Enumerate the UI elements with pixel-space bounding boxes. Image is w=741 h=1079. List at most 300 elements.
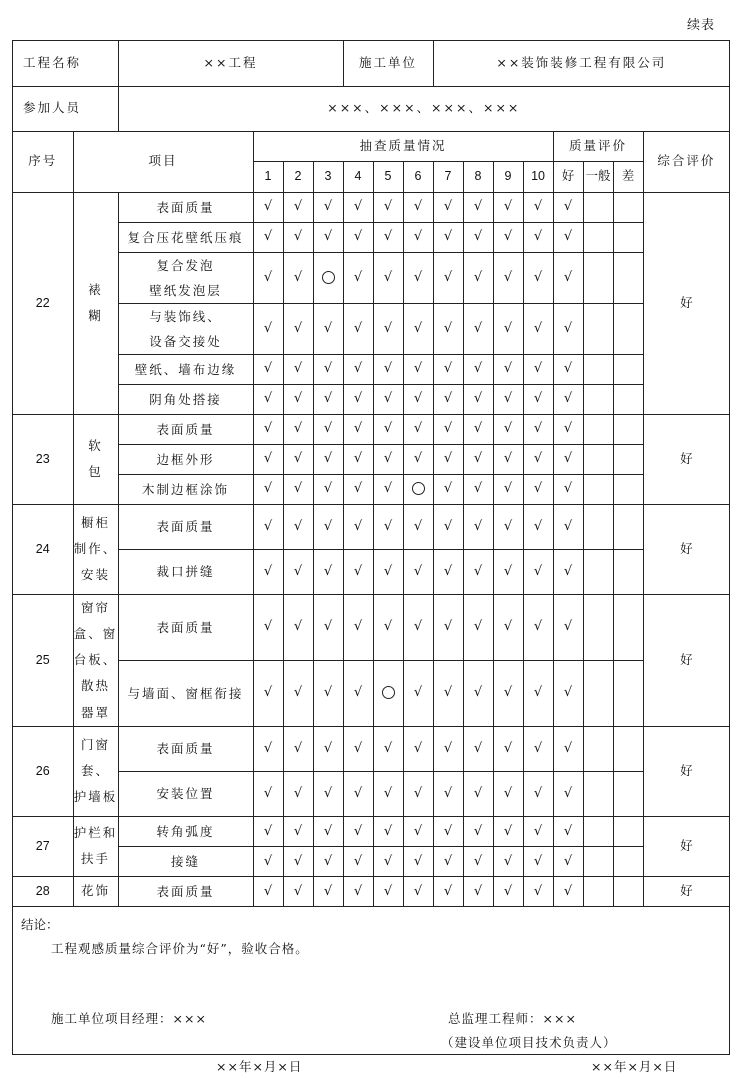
rating-good-cell: √ xyxy=(553,354,583,384)
item-name-line: 与装饰线、 xyxy=(149,308,222,324)
group-seq: 27 xyxy=(13,816,73,876)
category-line: 扶手 xyxy=(81,851,111,867)
item-name-line: 与墙面、窗框衔接 xyxy=(127,685,244,701)
check-mark: √ xyxy=(343,384,373,414)
check-mark: √ xyxy=(463,594,493,660)
check-mark: √ xyxy=(253,252,283,303)
category-line: 台板、 xyxy=(73,652,118,667)
check-mark: √ xyxy=(463,846,493,876)
check-mark: √ xyxy=(523,876,553,906)
rating-poor-cell xyxy=(613,660,643,726)
rating-poor-cell xyxy=(613,771,643,816)
check-mark: √ xyxy=(403,846,433,876)
check-mark: √ xyxy=(313,303,343,354)
check-mark: √ xyxy=(373,474,403,504)
group-overall: 好 xyxy=(643,594,729,726)
category-line: 包 xyxy=(88,464,103,479)
rating-poor-cell xyxy=(613,354,643,384)
group-category xyxy=(73,504,118,594)
check-mark: √ xyxy=(373,444,403,474)
check-mark: √ xyxy=(253,504,283,549)
check-mark: √ xyxy=(493,846,523,876)
check-mark: √ xyxy=(253,354,283,384)
rating-level-header: 差 xyxy=(613,161,643,192)
rating-poor-cell xyxy=(613,816,643,846)
check-mark: √ xyxy=(313,222,343,252)
check-mark: √ xyxy=(493,549,523,594)
check-mark: √ xyxy=(493,876,523,906)
check-mark: √ xyxy=(283,384,313,414)
check-mark: √ xyxy=(343,660,373,726)
group-seq: 23 xyxy=(13,414,73,504)
conclusion-section xyxy=(13,907,729,1079)
check-mark: √ xyxy=(313,771,343,816)
check-mark: √ xyxy=(313,660,343,726)
item-name xyxy=(118,303,253,354)
category-line: 门窗 xyxy=(81,736,111,752)
group-overall: 好 xyxy=(643,504,729,594)
rating-good-cell: √ xyxy=(553,414,583,444)
rating-good-cell: √ xyxy=(553,444,583,474)
check-mark: √ xyxy=(463,303,493,354)
owner-representative-note: （建设单位项目技术负责人） xyxy=(441,1034,617,1050)
check-mark: √ xyxy=(343,816,373,846)
item-name-line: 安装位置 xyxy=(156,786,215,802)
check-mark: √ xyxy=(283,414,313,444)
check-mark: √ xyxy=(343,846,373,876)
table-row xyxy=(13,192,729,222)
item-name xyxy=(118,474,253,504)
check-mark: √ xyxy=(463,660,493,726)
check-mark: √ xyxy=(283,504,313,549)
check-mark: √ xyxy=(343,252,373,303)
inspection-header: 抽查质量情况 xyxy=(253,131,553,161)
item-name-line: 复合压花壁纸压痕 xyxy=(127,229,244,245)
table-row xyxy=(13,660,729,726)
rating-poor-cell xyxy=(613,384,643,414)
check-mark: √ xyxy=(523,726,553,771)
group-overall: 好 xyxy=(643,192,729,414)
check-mark: √ xyxy=(523,660,553,726)
check-mark: √ xyxy=(493,726,523,771)
check-mark: √ xyxy=(493,474,523,504)
check-mark: √ xyxy=(523,474,553,504)
rating-fair-cell xyxy=(583,594,613,660)
check-mark: √ xyxy=(343,414,373,444)
check-mark: √ xyxy=(283,444,313,474)
check-mark: √ xyxy=(313,816,343,846)
check-mark: √ xyxy=(253,444,283,474)
check-mark: √ xyxy=(403,414,433,444)
check-mark: √ xyxy=(493,816,523,846)
group-overall: 好 xyxy=(643,726,729,816)
check-mark: √ xyxy=(403,876,433,906)
category-line: 护墙板 xyxy=(73,789,118,805)
circle-icon xyxy=(322,271,335,284)
check-mark: √ xyxy=(373,876,403,906)
item-name-line: 木制边框涂饰 xyxy=(142,481,230,497)
check-mark: √ xyxy=(463,252,493,303)
check-mark: √ xyxy=(433,876,463,906)
check-mark: √ xyxy=(493,303,523,354)
check-mark: √ xyxy=(433,846,463,876)
checkpoint-header: 10 xyxy=(523,161,553,192)
check-mark: √ xyxy=(523,303,553,354)
rating-fair-cell xyxy=(583,504,613,549)
table-row xyxy=(13,252,729,303)
table-row xyxy=(13,384,729,414)
rating-good-cell: √ xyxy=(553,660,583,726)
item-name-line: 接缝 xyxy=(171,853,201,869)
rating-good-cell: √ xyxy=(553,474,583,504)
rating-good-cell: √ xyxy=(553,549,583,594)
chief-supervisor: 总监理工程师：××× xyxy=(448,1010,577,1026)
check-mark: √ xyxy=(403,594,433,660)
check-mark: √ xyxy=(313,504,343,549)
check-mark: √ xyxy=(433,726,463,771)
check-mark: √ xyxy=(403,660,433,726)
check-mark: √ xyxy=(253,303,283,354)
check-mark: √ xyxy=(463,771,493,816)
check-mark: √ xyxy=(403,444,433,474)
check-mark: √ xyxy=(283,192,313,222)
table-row xyxy=(13,726,729,771)
check-mark: √ xyxy=(283,816,313,846)
check-mark: √ xyxy=(493,384,523,414)
item-name-line: 表面质量 xyxy=(156,199,215,215)
check-mark: √ xyxy=(283,354,313,384)
group-category xyxy=(73,726,118,816)
check-mark: √ xyxy=(283,594,313,660)
check-mark: √ xyxy=(523,846,553,876)
group-seq: 22 xyxy=(13,192,73,414)
group-category xyxy=(73,876,118,906)
check-mark: √ xyxy=(463,222,493,252)
check-mark: √ xyxy=(433,771,463,816)
item-name-line: 壁纸发泡层 xyxy=(149,282,222,298)
contractor-manager: 施工单位项目经理：××× xyxy=(51,1010,207,1026)
project-row xyxy=(13,41,729,86)
item-name-line: 表面质量 xyxy=(156,741,215,757)
check-mark: √ xyxy=(403,384,433,414)
item-name-line: 边框外形 xyxy=(156,451,215,467)
check-mark: √ xyxy=(343,594,373,660)
table-row xyxy=(13,222,729,252)
project-name-value: ××工程 xyxy=(118,41,343,86)
checkpoint-header: 5 xyxy=(373,161,403,192)
participants-value: ×××、×××、×××、××× xyxy=(118,86,729,131)
check-mark: √ xyxy=(433,816,463,846)
check-mark: √ xyxy=(403,816,433,846)
check-mark: √ xyxy=(283,876,313,906)
check-mark: √ xyxy=(493,222,523,252)
conclusion-label: 结论： xyxy=(21,916,59,932)
check-mark: √ xyxy=(403,303,433,354)
check-mark: √ xyxy=(253,816,283,846)
circle-mark xyxy=(313,252,343,303)
check-mark: √ xyxy=(313,726,343,771)
check-mark: √ xyxy=(283,771,313,816)
rating-poor-cell xyxy=(613,222,643,252)
table-row xyxy=(13,594,729,660)
date-left: ××年×月×日 xyxy=(216,1058,303,1074)
check-mark: √ xyxy=(313,414,343,444)
item-name xyxy=(118,504,253,549)
category-line: 橱柜 xyxy=(81,514,111,530)
check-mark: √ xyxy=(283,726,313,771)
participants-label: 参加人员 xyxy=(13,86,118,131)
check-mark: √ xyxy=(283,846,313,876)
rating-fair-cell xyxy=(583,660,613,726)
check-mark: √ xyxy=(313,354,343,384)
checkpoint-header: 2 xyxy=(283,161,313,192)
rating-fair-cell xyxy=(583,354,613,384)
check-mark: √ xyxy=(313,846,343,876)
check-mark: √ xyxy=(343,474,373,504)
check-mark: √ xyxy=(403,252,433,303)
date-right: ××年×月×日 xyxy=(591,1058,678,1074)
group-category xyxy=(73,414,118,504)
check-mark: √ xyxy=(463,474,493,504)
table-row xyxy=(13,846,729,876)
item-name xyxy=(118,771,253,816)
rating-poor-cell xyxy=(613,303,643,354)
check-mark: √ xyxy=(463,414,493,444)
rating-poor-cell xyxy=(613,414,643,444)
category-line: 器罩 xyxy=(81,704,111,720)
item-name-line: 阴角处搭接 xyxy=(149,391,222,407)
contractor-label: 施工单位 xyxy=(343,41,433,86)
check-mark: √ xyxy=(433,474,463,504)
rating-fair-cell xyxy=(583,384,613,414)
check-mark: √ xyxy=(373,846,403,876)
check-mark: √ xyxy=(253,846,283,876)
check-mark: √ xyxy=(403,222,433,252)
category-line: 盒、窗 xyxy=(73,625,118,641)
item-name xyxy=(118,726,253,771)
category-line: 软 xyxy=(88,437,103,453)
rating-good-cell: √ xyxy=(553,252,583,303)
item-name xyxy=(118,444,253,474)
checkpoint-header: 7 xyxy=(433,161,463,192)
check-mark: √ xyxy=(403,726,433,771)
check-mark: √ xyxy=(523,192,553,222)
check-mark: √ xyxy=(313,192,343,222)
check-mark: √ xyxy=(253,726,283,771)
item-name-line: 裁口拼缝 xyxy=(156,564,215,579)
rating-fair-cell xyxy=(583,222,613,252)
check-mark: √ xyxy=(493,771,523,816)
check-mark: √ xyxy=(523,549,553,594)
item-name-line: 设备交接处 xyxy=(149,333,222,349)
check-mark: √ xyxy=(433,504,463,549)
checkpoint-header: 3 xyxy=(313,161,343,192)
check-mark: √ xyxy=(373,726,403,771)
check-mark: √ xyxy=(523,414,553,444)
rating-good-cell: √ xyxy=(553,594,583,660)
project-name-label: 工程名称 xyxy=(13,41,118,86)
check-mark: √ xyxy=(373,549,403,594)
table-row xyxy=(13,549,729,594)
category-line: 安装 xyxy=(81,567,111,583)
table-row xyxy=(13,474,729,504)
item-name xyxy=(118,384,253,414)
rating-poor-cell xyxy=(613,444,643,474)
category-line: 套、 xyxy=(81,763,111,779)
group-seq: 26 xyxy=(13,726,73,816)
rating-poor-cell xyxy=(613,846,643,876)
check-mark: √ xyxy=(463,192,493,222)
checkpoint-header: 9 xyxy=(493,161,523,192)
circle-mark xyxy=(373,660,403,726)
check-mark: √ xyxy=(343,303,373,354)
conclusion-text: 工程观感质量综合评价为“好”，验收合格。 xyxy=(51,940,309,956)
rating-fair-cell xyxy=(583,816,613,846)
check-mark: √ xyxy=(343,504,373,549)
check-mark: √ xyxy=(253,594,283,660)
contractor-value: ××装饰装修工程有限公司 xyxy=(433,41,729,86)
check-mark: √ xyxy=(403,192,433,222)
quality-rating-header: 质量评价 xyxy=(553,131,643,161)
table-row xyxy=(13,771,729,816)
check-mark: √ xyxy=(493,504,523,549)
item-name-line: 表面质量 xyxy=(156,421,215,437)
check-mark: √ xyxy=(253,549,283,594)
check-mark: √ xyxy=(523,594,553,660)
table-row xyxy=(13,354,729,384)
table-row xyxy=(13,303,729,354)
check-mark: √ xyxy=(433,252,463,303)
rating-good-cell: √ xyxy=(553,303,583,354)
rating-fair-cell xyxy=(583,771,613,816)
rating-good-cell: √ xyxy=(553,816,583,846)
rating-poor-cell xyxy=(613,474,643,504)
category-line: 制作、 xyxy=(73,540,118,556)
check-mark: √ xyxy=(253,414,283,444)
item-name xyxy=(118,594,253,660)
item-name-line: 壁纸、墙布边缘 xyxy=(134,361,237,377)
check-mark: √ xyxy=(433,594,463,660)
check-mark: √ xyxy=(373,816,403,846)
rating-fair-cell xyxy=(583,303,613,354)
check-mark: √ xyxy=(313,876,343,906)
item-name xyxy=(118,222,253,252)
check-mark: √ xyxy=(253,192,283,222)
check-mark: √ xyxy=(463,444,493,474)
group-seq: 25 xyxy=(13,594,73,726)
group-overall: 好 xyxy=(643,816,729,876)
category-line: 散热 xyxy=(81,678,111,694)
check-mark: √ xyxy=(493,252,523,303)
participants-row xyxy=(13,86,729,131)
check-mark: √ xyxy=(463,726,493,771)
item-name-line: 表面质量 xyxy=(156,519,215,534)
check-mark: √ xyxy=(463,354,493,384)
table-row xyxy=(13,504,729,549)
check-mark: √ xyxy=(523,816,553,846)
check-mark: √ xyxy=(253,384,283,414)
check-mark: √ xyxy=(433,192,463,222)
group-overall: 好 xyxy=(643,876,729,906)
check-mark: √ xyxy=(493,354,523,384)
check-mark: √ xyxy=(373,354,403,384)
item-name xyxy=(118,252,253,303)
check-mark: √ xyxy=(433,549,463,594)
check-mark: √ xyxy=(373,303,403,354)
rating-poor-cell xyxy=(613,726,643,771)
quality-table xyxy=(13,41,729,907)
check-mark: √ xyxy=(463,876,493,906)
rating-poor-cell xyxy=(613,876,643,906)
check-mark: √ xyxy=(343,192,373,222)
seq-header: 序号 xyxy=(13,131,73,192)
check-mark: √ xyxy=(433,384,463,414)
check-mark: √ xyxy=(493,192,523,222)
circle-mark xyxy=(403,474,433,504)
check-mark: √ xyxy=(253,876,283,906)
check-mark: √ xyxy=(523,222,553,252)
check-mark: √ xyxy=(433,444,463,474)
rating-fair-cell xyxy=(583,549,613,594)
circle-icon xyxy=(382,686,395,699)
rating-fair-cell xyxy=(583,444,613,474)
item-name-line: 转角弧度 xyxy=(156,823,215,839)
rating-fair-cell xyxy=(583,192,613,222)
check-mark: √ xyxy=(343,222,373,252)
item-name xyxy=(118,816,253,846)
category-line: 裱 xyxy=(88,281,103,297)
rating-good-cell: √ xyxy=(553,384,583,414)
rating-good-cell: √ xyxy=(553,876,583,906)
check-mark: √ xyxy=(313,444,343,474)
item-name xyxy=(118,876,253,906)
rating-good-cell: √ xyxy=(553,222,583,252)
check-mark: √ xyxy=(523,252,553,303)
item-header: 项目 xyxy=(73,131,253,192)
check-mark: √ xyxy=(343,549,373,594)
check-mark: √ xyxy=(523,444,553,474)
check-mark: √ xyxy=(283,222,313,252)
item-name-line: 表面质量 xyxy=(156,883,215,899)
category-line: 糊 xyxy=(88,308,103,323)
group-category xyxy=(73,594,118,726)
rating-level-header: 好 xyxy=(553,161,583,192)
check-mark: √ xyxy=(403,771,433,816)
check-mark: √ xyxy=(463,549,493,594)
item-name xyxy=(118,660,253,726)
check-mark: √ xyxy=(373,771,403,816)
group-seq: 28 xyxy=(13,876,73,906)
check-mark: √ xyxy=(523,354,553,384)
check-mark: √ xyxy=(523,384,553,414)
group-category xyxy=(73,816,118,876)
category-line: 花饰 xyxy=(81,883,111,899)
table-row xyxy=(13,444,729,474)
rating-good-cell: √ xyxy=(553,504,583,549)
check-mark: √ xyxy=(253,222,283,252)
rating-poor-cell xyxy=(613,252,643,303)
item-name-line: 表面质量 xyxy=(156,619,215,635)
category-line: 窗帘 xyxy=(81,599,111,615)
rating-fair-cell xyxy=(583,726,613,771)
item-name xyxy=(118,549,253,594)
group-seq: 24 xyxy=(13,504,73,594)
table-row xyxy=(13,816,729,846)
item-name-line: 复合发泡 xyxy=(156,257,215,273)
check-mark: √ xyxy=(373,252,403,303)
overall-header: 综合评价 xyxy=(643,131,729,192)
check-mark: √ xyxy=(463,816,493,846)
